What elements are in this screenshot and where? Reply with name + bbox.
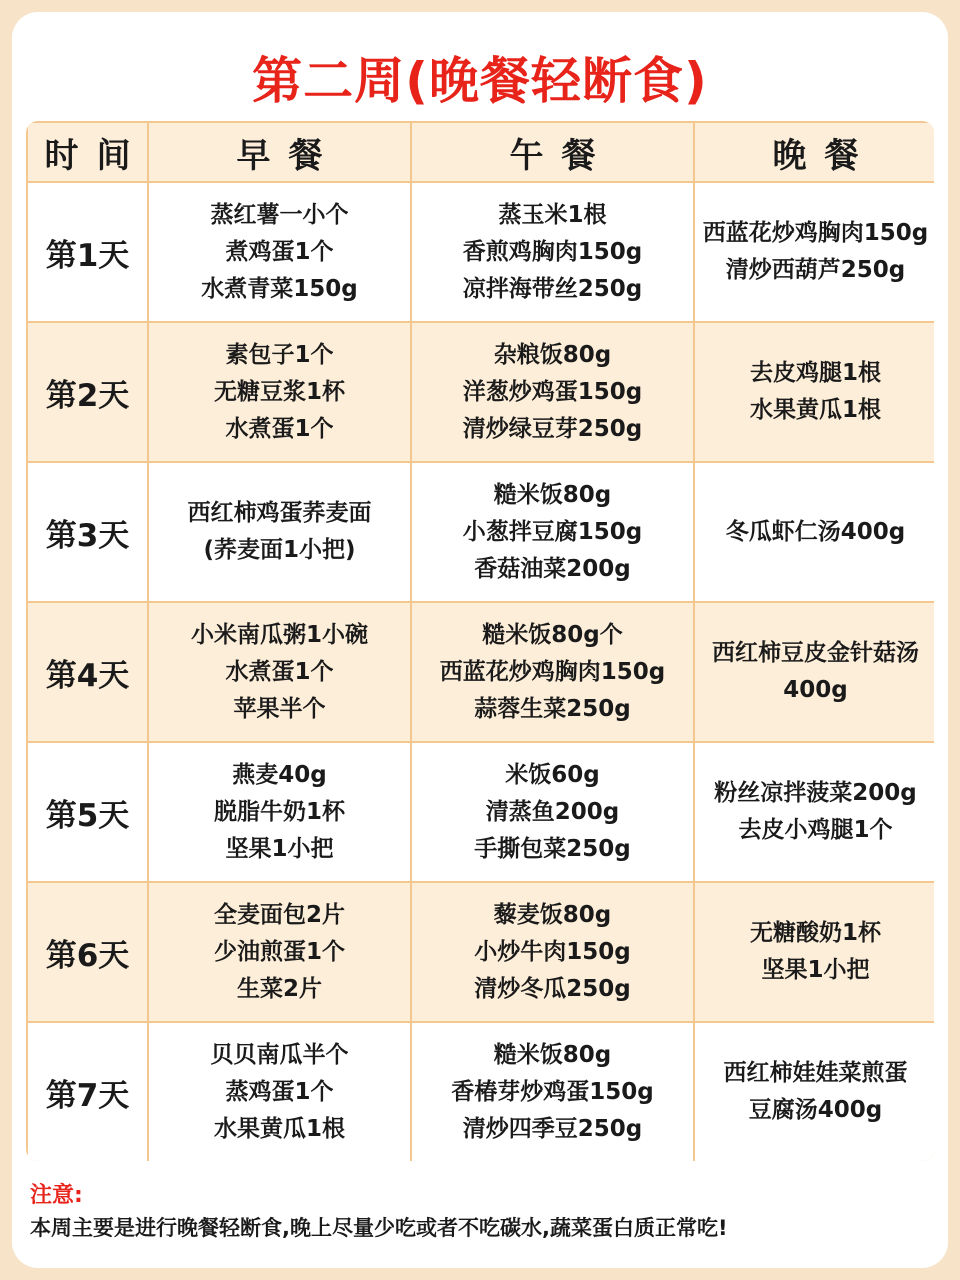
day-label: 第2天 bbox=[28, 323, 147, 461]
breakfast-cell bbox=[149, 463, 410, 601]
lunch-cell bbox=[412, 1023, 693, 1161]
meal-item: 少油煎蛋1个 bbox=[213, 938, 345, 965]
meal-item: 去皮小鸡腿1个 bbox=[738, 817, 893, 843]
meal-item: 清炒西葫芦250g bbox=[725, 257, 906, 283]
dinner-cell bbox=[695, 883, 934, 1021]
meal-item: 水果黄瓜1根 bbox=[213, 1115, 345, 1142]
day-label: 第5天 bbox=[28, 743, 147, 881]
meal-item: 小米南瓜粥1小碗 bbox=[190, 621, 368, 648]
meal-item: 西红柿鸡蛋荞麦面 bbox=[187, 500, 372, 526]
breakfast-cell bbox=[149, 883, 410, 1021]
breakfast-cell bbox=[149, 323, 410, 461]
lunch-cell bbox=[412, 743, 693, 881]
meal-item: 豆腐汤400g bbox=[748, 1097, 883, 1123]
column-header-breakfast bbox=[149, 123, 410, 181]
lunch-cell bbox=[412, 323, 693, 461]
meal-item: 清炒绿豆芽250g bbox=[462, 415, 643, 442]
meal-item: 燕麦40g bbox=[232, 761, 327, 788]
dinner-cell bbox=[695, 463, 934, 601]
meal-item: 冬瓜虾仁汤400g bbox=[725, 518, 906, 545]
meal-item: 杂粮饭80g bbox=[493, 341, 612, 368]
meal-item: 手撕包菜250g bbox=[474, 835, 631, 862]
meal-item: 粉丝凉拌菠菜200g bbox=[714, 780, 917, 806]
meal-plan-card bbox=[12, 12, 948, 1268]
lunch-cell bbox=[412, 883, 693, 1021]
meal-item: 无糖豆浆1杯 bbox=[213, 378, 345, 405]
dinner-cell bbox=[695, 603, 934, 741]
meal-item: 清蒸鱼200g bbox=[485, 798, 620, 825]
page-title: 第二周(晚餐轻断食) bbox=[252, 52, 708, 110]
note-text: 本周主要是进行晚餐轻断食,晚上尽量少吃或者不吃碳水,蔬菜蛋白质正常吃! bbox=[30, 1216, 728, 1240]
dinner-cell bbox=[695, 1023, 934, 1161]
meal-item: 坚果1小把 bbox=[761, 957, 870, 983]
column-header-dinner bbox=[695, 123, 934, 181]
breakfast-cell bbox=[149, 183, 410, 321]
meal-item: 洋葱炒鸡蛋150g bbox=[462, 378, 643, 405]
column-header-label: 时间 bbox=[44, 135, 149, 176]
note-label: 注意: bbox=[30, 1183, 83, 1208]
meal-item: 蒸玉米1根 bbox=[498, 201, 607, 228]
meal-item: 香煎鸡胸肉150g bbox=[462, 238, 643, 265]
lunch-cell bbox=[412, 463, 693, 601]
meal-item: 蒸鸡蛋1个 bbox=[225, 1078, 334, 1105]
meal-item: 清炒冬瓜250g bbox=[474, 975, 631, 1002]
lunch-cell bbox=[412, 183, 693, 321]
meal-plan-table bbox=[26, 121, 934, 1161]
dinner-cell bbox=[695, 183, 934, 321]
meal-item: 西蓝花炒鸡胸肉150g bbox=[439, 658, 666, 685]
column-header-label: 晚餐 bbox=[772, 135, 877, 176]
meal-item: 糙米饭80g bbox=[493, 1041, 612, 1068]
meal-item: 去皮鸡腿1根 bbox=[749, 360, 881, 386]
meal-item: 小炒牛肉150g bbox=[474, 938, 631, 965]
breakfast-cell bbox=[149, 603, 410, 741]
meal-item: 水果黄瓜1根 bbox=[749, 397, 881, 423]
meal-item: 坚果1小把 bbox=[225, 835, 334, 862]
meal-item: 凉拌海带丝250g bbox=[462, 275, 643, 302]
meal-item: 无糖酸奶1杯 bbox=[749, 920, 881, 946]
meal-item: 西蓝花炒鸡胸肉150g bbox=[702, 220, 929, 246]
meal-item: 水煮蛋1个 bbox=[225, 415, 334, 442]
meal-item: 贝贝南瓜半个 bbox=[210, 1041, 349, 1068]
meal-item: 素包子1个 bbox=[225, 341, 334, 368]
breakfast-cell bbox=[149, 1023, 410, 1161]
day-label: 第3天 bbox=[28, 463, 147, 601]
meal-item: 全麦面包2片 bbox=[213, 901, 345, 928]
meal-item: 藜麦饭80g bbox=[493, 901, 612, 928]
column-header-label: 早餐 bbox=[236, 135, 341, 176]
meal-item: 煮鸡蛋1个 bbox=[225, 238, 334, 265]
meal-item: 蒸红薯一小个 bbox=[210, 201, 349, 228]
lunch-cell bbox=[412, 603, 693, 741]
meal-item: 水煮青菜150g bbox=[201, 275, 358, 302]
meal-item: 糙米饭80g个 bbox=[482, 621, 623, 648]
meal-item: 糙米饭80g bbox=[493, 481, 612, 508]
meal-item: 脱脂牛奶1杯 bbox=[213, 798, 345, 825]
meal-item: 香椿芽炒鸡蛋150g bbox=[451, 1078, 654, 1105]
dinner-cell bbox=[695, 743, 934, 881]
meal-item: 小葱拌豆腐150g bbox=[462, 518, 643, 545]
meal-item: 苹果半个 bbox=[233, 695, 326, 722]
day-label: 第4天 bbox=[28, 603, 147, 741]
meal-item: 生菜2片 bbox=[236, 975, 322, 1002]
breakfast-cell bbox=[149, 743, 410, 881]
meal-item: 米饭60g bbox=[505, 761, 600, 788]
meal-item: 香菇油菜200g bbox=[474, 555, 631, 582]
dinner-cell bbox=[695, 323, 934, 461]
column-header-time bbox=[28, 123, 147, 181]
meal-item: 西红柿娃娃菜煎蛋 bbox=[723, 1060, 908, 1086]
column-header-label: 午餐 bbox=[509, 135, 614, 176]
day-label: 第7天 bbox=[28, 1023, 147, 1161]
meal-item: 蒜蓉生菜250g bbox=[474, 695, 631, 722]
column-header-lunch bbox=[412, 123, 693, 181]
meal-item: 西红柿豆皮金针菇汤 bbox=[712, 640, 919, 666]
meal-item: 水煮蛋1个 bbox=[225, 658, 334, 685]
day-label: 第6天 bbox=[28, 883, 147, 1021]
day-label: 第1天 bbox=[28, 183, 147, 321]
meal-item: 400g bbox=[783, 677, 848, 703]
meal-item: 清炒四季豆250g bbox=[462, 1115, 643, 1142]
meal-item: (荞麦面1小把) bbox=[203, 537, 356, 563]
